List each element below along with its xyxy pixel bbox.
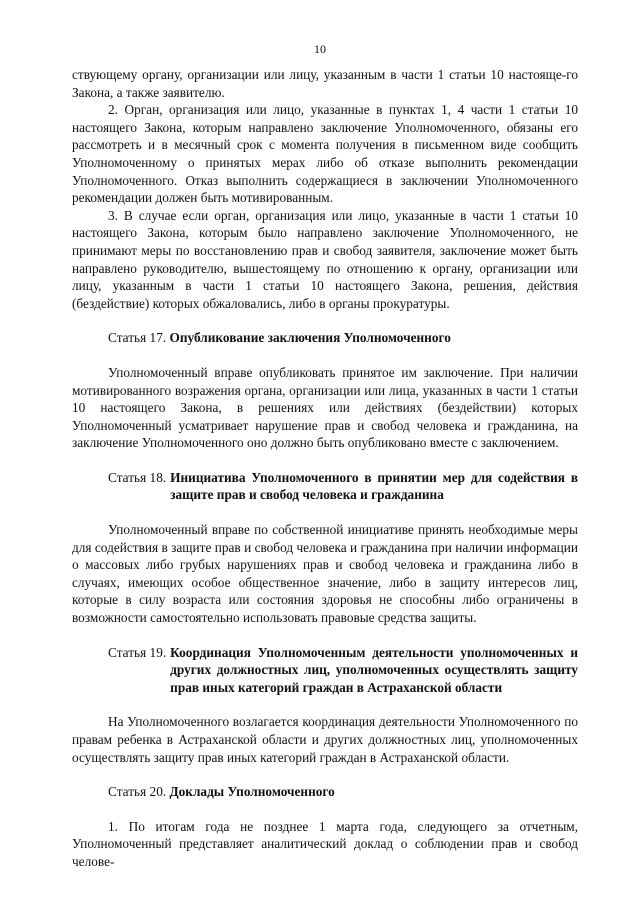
article-20-title: Доклады Уполномоченного xyxy=(169,784,335,800)
paragraph-continuation: ствующему органу, организации или лицу, указанным в части 1 статьи 10 настояще-го Закона, а также заявителю. xyxy=(72,67,578,100)
article-18-prefix: Статья 18. xyxy=(108,469,167,485)
article-18-title: Инициатива Уполномоченного в принятии мер для содействия в защите прав и свобод человека и гражданина xyxy=(170,469,578,503)
article-18-heading xyxy=(72,469,578,504)
article-19-body: На Уполномоченного возлагается координация деятельности Уполномоченного по правам ребенка в Астраханской области и других должностных лиц, уполномоченных осуществлять защиту прав иных категорий граждан в Астраханской области. xyxy=(72,714,578,765)
article-17-prefix: Статья 17. xyxy=(108,330,167,346)
article-20-body: 1. По итогам года не позднее 1 марта года, следующего за отчетным, Уполномоченный представляет аналитический доклад о соблюдении прав и свобод челове- xyxy=(72,818,578,869)
article-17-heading xyxy=(72,329,578,347)
article-17-body: Уполномоченный вправе опубликовать принятое им заключение. При наличии мотивированного возражения органа, организации или лица, указанных в части 1 статьи 10 настоящего Закона, в решениях или действиях (бездействии) которых Уполномоченный усматривает нарушение прав и свобод человека и гражданина, на заключение Уполномоченного оно должно быть опубликовано вместе с заключением. xyxy=(72,364,578,451)
article-17-title: Опубликование заключения Уполномоченного xyxy=(169,330,451,346)
article-20-heading xyxy=(72,783,578,801)
document-body xyxy=(72,66,578,871)
article-19-heading xyxy=(72,644,578,697)
paragraph-item-3: 3. В случае если орган, организация или лицо, указанные в части 1 статьи 10 настоящего Закона, которым было направлено заключение Уполномоченного, не принимают меры по восстановлению прав и свобод заявителя, заключение может быть направлено руководителю, вышестоящему по отношению к органу, организации или лицу, указанным в части 1 статьи 10 настоящего Закона, решения, действия (бездействие) которых обжаловались, либо в органы прокуратуры. xyxy=(72,207,578,311)
article-19-prefix: Статья 19. xyxy=(108,644,167,660)
paragraph-item-2: 2. Орган, организация или лицо, указанные в пунктах 1, 4 части 1 статьи 10 настоящего Закона, которым направлено заключение Уполномоченного, обязаны его рассмотреть и в месячный срок с момента получения в письменном виде сообщить Уполномоченному о принятых мерах либо об отказе выполнить рекомендации Уполномоченного. Отказ выполнить содержащиеся в заключении Уполномоченного рекомендации должен быть мотивированным. xyxy=(72,102,578,206)
article-18-body: Уполномоченный вправе по собственной инициативе принять необходимые меры для содействия в защите прав и свобод человека и гражданина при наличии информации о массовых либо грубых нарушениях прав и свобод человека и гражданина либо в случаях, имеющих особое общественное значение, либо в защиту интересов лиц, которые в силу возраста или состояния здоровья не способны либо ограничены в возможности самостоятельно использовать правовые средства защиты. xyxy=(72,522,578,626)
article-20-prefix: Статья 20. xyxy=(108,784,167,800)
page-number: 10 xyxy=(314,42,326,56)
article-19-title: Координация Уполномоченным деятельности уполномоченных и других должностных лиц, уполномоченных осуществлять защиту прав иных категорий граждан в Астраханской области xyxy=(170,644,578,695)
